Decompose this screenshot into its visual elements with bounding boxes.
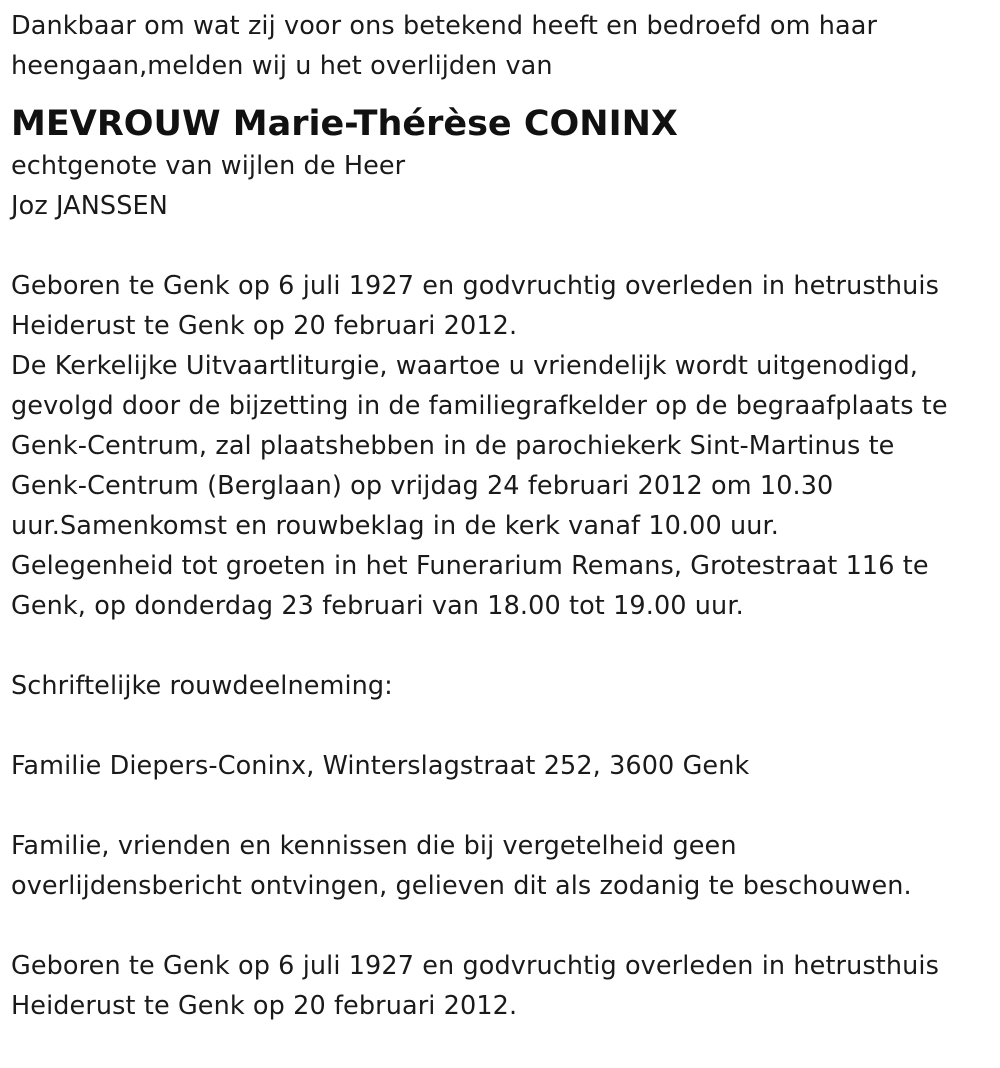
details-line: Gelegenheid tot groeten in het Funerarium Remans, Grotestraat 116 te bbox=[11, 551, 929, 581]
spouse-text bbox=[11, 146, 991, 226]
notice-line: Familie, vrienden en kennissen die bij vergetelheid geen bbox=[11, 831, 737, 861]
details-line: De Kerkelijke Uitvaartliturgie, waartoe u vriendelijk wordt uitgenodigd, bbox=[11, 351, 918, 381]
obituary-notice bbox=[11, 6, 991, 1026]
intro-line: heengaan,melden wij u het overlijden van bbox=[11, 51, 553, 81]
details-line: Genk, op donderdag 23 februari van 18.00 tot 19.00 uur. bbox=[11, 591, 744, 621]
spacer bbox=[11, 786, 991, 826]
footer-text bbox=[11, 946, 991, 1026]
notice-text bbox=[11, 826, 991, 906]
spacer bbox=[11, 906, 991, 946]
condolence-heading: Schriftelijke rouwdeelneming: bbox=[11, 671, 393, 701]
details-line: uur.Samenkomst en rouwbeklag in de kerk vanaf 10.00 uur. bbox=[11, 511, 780, 541]
details-line: Genk-Centrum (Berglaan) op vrijdag 24 februari 2012 om 10.30 bbox=[11, 471, 834, 501]
footer-line: Heiderust te Genk op 20 februari 2012. bbox=[11, 991, 518, 1021]
condolence-address: Familie Diepers-Coninx, Winterslagstraat 252, 3600 Genk bbox=[11, 751, 750, 781]
details-line: Geboren te Genk op 6 juli 1927 en godvruchtig overleden in hetrusthuis bbox=[11, 271, 939, 301]
spacer bbox=[11, 706, 991, 746]
spacer bbox=[11, 226, 991, 266]
footer-line: Geboren te Genk op 6 juli 1927 en godvruchtig overleden in hetrusthuis bbox=[11, 951, 939, 981]
intro-text bbox=[11, 6, 991, 86]
deceased-name: MEVROUW Marie-Thérèse CONINX bbox=[11, 104, 678, 144]
details-text bbox=[11, 266, 991, 626]
spacer bbox=[11, 626, 991, 666]
spouse-line: echtgenote van wijlen de Heer bbox=[11, 151, 406, 181]
details-line: gevolgd door de bijzetting in de familiegrafkelder op de begraafplaats te bbox=[11, 391, 948, 421]
details-line: Heiderust te Genk op 20 februari 2012. bbox=[11, 311, 518, 341]
intro-line: Dankbaar om wat zij voor ons betekend heeft en bedroefd om haar bbox=[11, 11, 878, 41]
details-line: Genk-Centrum, zal plaatshebben in de parochiekerk Sint-Martinus te bbox=[11, 431, 895, 461]
notice-line: overlijdensbericht ontvingen, gelieven dit als zodanig te beschouwen. bbox=[11, 871, 912, 901]
spouse-line: Joz JANSSEN bbox=[11, 191, 168, 221]
